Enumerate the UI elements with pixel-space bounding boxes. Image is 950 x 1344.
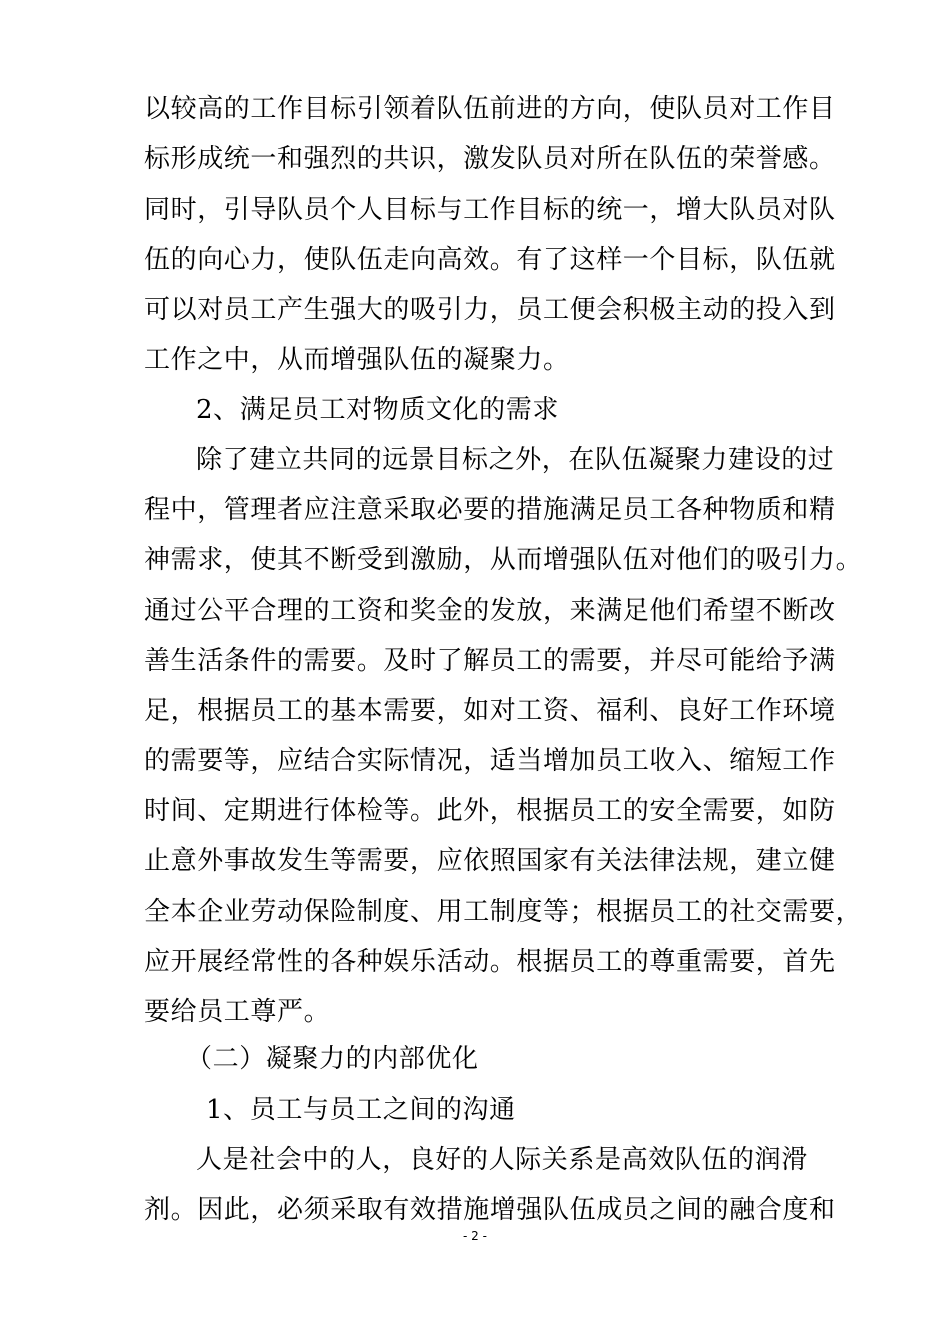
text-line: 善生活条件的需要。及时了解员工的需要，并尽可能给予满	[144, 646, 836, 676]
text-line: 剂。因此，必须采取有效措施增强队伍成员之间的融合度和	[144, 1195, 836, 1225]
text-line: 人是社会中的人，良好的人际关系是高效队伍的润滑	[196, 1145, 808, 1175]
text-line: 止意外事故发生等需要，应依照国家有关法律法规，建立健	[144, 846, 836, 876]
text-line: 同时，引导队员个人目标与工作目标的统一，增大队员对队	[144, 195, 836, 225]
text-line: 伍的向心力，使队伍走向高效。有了这样一个目标，队伍就	[144, 245, 836, 275]
text-line: 标形成统一和强烈的共识，激发队员对所在队伍的荣誉感。	[144, 144, 836, 174]
text-line: 应开展经常性的各种娱乐活动。根据员工的尊重需要，首先	[144, 947, 836, 977]
text-line: 时间、定期进行体检等。此外，根据员工的安全需要，如防	[144, 796, 836, 826]
section-heading: 2、满足员工对物质文化的需求	[196, 395, 559, 425]
text-line: 的需要等，应结合实际情况，适当增加员工收入、缩短工作	[144, 746, 836, 776]
text-line: 通过公平合理的工资和奖金的发放，来满足他们希望不断改	[144, 596, 836, 626]
text-line: 工作之中，从而增强队伍的凝聚力。	[144, 345, 570, 375]
text-line: 全本企业劳动保险制度、用工制度等；根据员工的社交需要，	[144, 897, 863, 927]
text-line: 以较高的工作目标引领着队伍前进的方向，使队员对工作目	[144, 94, 836, 124]
page-number: - 2 -	[463, 1229, 487, 1243]
section-heading: （二）凝聚力的内部优化	[186, 1044, 479, 1074]
text-line: 程中，管理者应注意采取必要的措施满足员工各种物质和精	[144, 495, 836, 525]
text-line: 足，根据员工的基本需要，如对工资、福利、良好工作环境	[144, 696, 836, 726]
text-line: 要给员工尊严。	[144, 997, 331, 1027]
text-line: 除了建立共同的远景目标之外，在队伍凝聚力建设的过	[196, 445, 835, 475]
text-line: 神需求，使其不断受到激励，从而增强队伍对他们的吸引力。	[144, 545, 863, 575]
text-line: 可以对员工产生强大的吸引力，员工便会积极主动的投入到	[144, 295, 836, 325]
section-heading: 1、员工与员工之间的沟通	[206, 1095, 516, 1125]
